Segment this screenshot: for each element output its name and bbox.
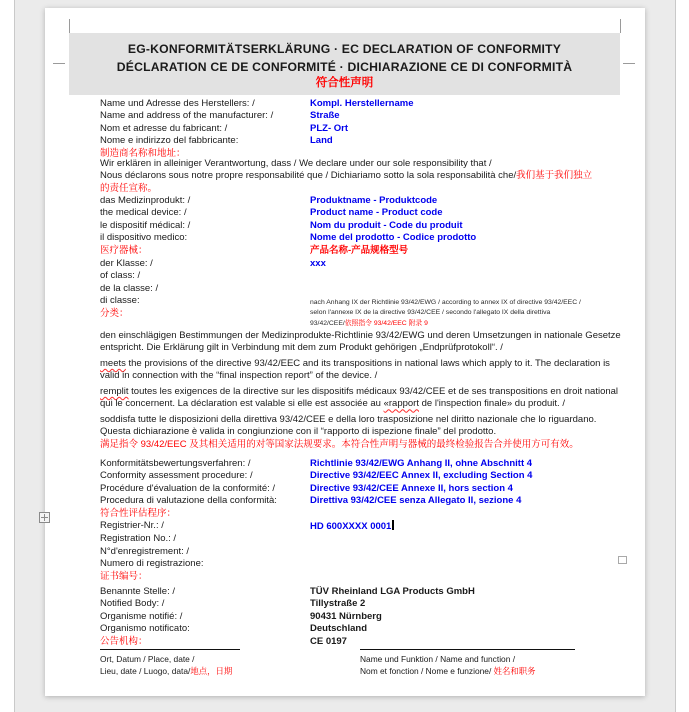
paragraph-fr-text: toutes les exigences de la directive sur les dispositifs médicaux 93/42/CEE et de ses transpositions en droit national qui le concernent. La déclaration est valable si elle est associée au xyxy=(100,386,619,410)
declaration-line-fr-it-text: Nous déclarons sous notre propre responsabilité que / Dichiariamo sotto la sola responsabilità che/ xyxy=(100,170,517,182)
product-label-fr: le dispositif médical: / xyxy=(100,219,191,231)
notified-body-label-it: Organismo notificato: xyxy=(100,623,190,635)
notified-body-label-fr: Organisme notifié: / xyxy=(100,610,183,622)
conformity-label-de: Konformitätsbewertungsverfahren: / xyxy=(100,458,251,469)
margin-crop-mark-left xyxy=(69,19,70,33)
class-label-en: of class: / xyxy=(100,270,141,282)
product-value-it: Nome del prodotto - Codice prodotto xyxy=(310,232,477,244)
signature-place-date-label-1: Ort, Datum / Place, date / xyxy=(100,654,195,664)
annex-line-de-en: nach Anhang IX der Richtlinie 93/42/EWG / according to annex IX of directive 93/42/EEC / xyxy=(310,299,581,306)
manufacturer-label-cn: 制造商名称和地址： xyxy=(100,147,186,159)
product-value-en: Product name - Product code xyxy=(310,207,443,219)
product-value-cn: 产品名称-产品规格型号 xyxy=(310,244,409,256)
notified-body-label-cn: 公告机构： xyxy=(100,635,148,647)
product-row xyxy=(100,195,620,207)
spellcheck-word: remplit xyxy=(100,386,129,397)
manufacturer-row xyxy=(100,135,620,147)
registration-label-en: Registration No.: / xyxy=(100,533,177,545)
notified-body-row xyxy=(100,598,620,610)
conformity-label-it: Procedura di valutazione della conformità: xyxy=(100,495,277,507)
conformity-block xyxy=(100,458,620,520)
annex-line3-cn: 依照指令 93/42/EEC 附录 9 xyxy=(344,319,428,327)
class-label-it: di classe: xyxy=(100,295,140,307)
product-row xyxy=(100,207,620,219)
signature-place-date-label-2-text: Lieu, date / Luogo, data/ xyxy=(100,665,191,676)
content-control-checkbox[interactable] xyxy=(618,556,627,564)
registration-label-de: Registrier-Nr.: / xyxy=(100,520,164,531)
notified-body-row xyxy=(100,586,620,598)
signature-place-date-label-cn: 地点，日期 xyxy=(190,665,233,676)
signature-name-function xyxy=(360,649,622,677)
notified-body-label-de: Benannte Stelle: / xyxy=(100,586,175,597)
paragraph-en-text: the provisions of the directive 93/42/EEC and its transpositions in national laws which apply to it. The declaration is valid in connection with the “final inspection report” of the device. / xyxy=(100,358,610,382)
notified-body-name: TÜV Rheinland LGA Products GmbH xyxy=(310,586,475,597)
class-label-de: der Klasse: / xyxy=(100,258,153,269)
registration-block xyxy=(100,520,620,583)
notified-body-row xyxy=(100,611,620,623)
declaration-line-fr-it xyxy=(100,170,622,182)
spellcheck-word: «rapport xyxy=(383,398,419,410)
product-label-it: il dispositivo medico: xyxy=(100,232,188,244)
registration-label-it: Numero di registrazione: xyxy=(100,558,204,570)
annex-line-cn xyxy=(310,319,625,329)
product-row xyxy=(100,220,620,232)
manufacturer-row xyxy=(100,98,620,110)
registration-row xyxy=(100,520,620,533)
manufacturer-label-de: Name und Adresse des Herstellers: / xyxy=(100,98,255,109)
manufacturer-row xyxy=(100,110,620,122)
conformity-row xyxy=(100,458,620,470)
text-cursor xyxy=(392,520,394,530)
paragraph-en xyxy=(100,358,622,383)
declaration-paragraph xyxy=(100,158,622,195)
signature-place-date-label-2 xyxy=(100,666,340,678)
notified-body-country: Deutschland xyxy=(310,623,368,635)
manufacturer-value-country: Land xyxy=(310,135,333,147)
conformity-value-de: Richtlinie 93/42/EWG Anhang II, ohne Abschnitt 4 xyxy=(310,458,533,469)
title-line-de-en: EG-KONFORMITÄTSERKLÄRUNG · EC DECLARATION OF CONFORMITY xyxy=(127,42,562,56)
signature-name-function-label-cn: 姓名和职务 xyxy=(493,665,536,676)
paragraph-de: den einschlägigen Bestimmungen der Medizinprodukte-Richtlinie 93/42/EWG und deren Umsetzungen in nationale Gesetze entspricht. Die Erklärung gilt in Verbindung mit dem zum Produkt gehörigen „Endprüfprotokoll“. / xyxy=(100,330,621,354)
paragraph-it-text: soddisfa tutte le disposizioni della direttiva 93/42/CEE e della loro trasposizione nel diritto nazionale che lo riguardano. Questa dichiarazione è valida in congiunzione con il “rapporto di ispezione finale” del prodotto. xyxy=(100,414,597,438)
product-label-de: das Medizinprodukt: / xyxy=(100,195,191,206)
signature-name-function-label-1: Name und Funktion / Name and function / xyxy=(360,654,516,664)
registration-value xyxy=(310,520,394,533)
manufacturer-row xyxy=(100,123,620,135)
notified-body-label-en: Notified Body: / xyxy=(100,598,165,610)
conformity-row xyxy=(100,483,620,495)
manufacturer-label-it: Nome e indirizzo del fabbricante: xyxy=(100,135,239,147)
notified-body-row xyxy=(100,623,620,635)
manufacturer-value-city: PLZ- Ort xyxy=(310,122,348,134)
title-line-cn: 符合性声明 xyxy=(315,77,374,89)
notified-body-block xyxy=(100,586,620,648)
class-label-cn: 分类： xyxy=(100,307,129,319)
paragraph-cn: 满足指令 93/42/EEC 及其相关适用的对等国家法规要求。本符合性声明与器械的最终检验报告合并使用方可有效。 xyxy=(100,438,579,450)
paragraph-fr-text-end: de l'inspection finale» du produit. / xyxy=(418,398,565,410)
title-banner xyxy=(69,33,620,95)
title-line-fr-it: DÉCLARATION CE DE CONFORMITÉ · DICHIARAZIONE CE DI CONFORMITÀ xyxy=(116,60,573,74)
paragraph-fr xyxy=(100,386,622,411)
declaration-cn-part1: 我们基于我们独立 xyxy=(516,170,593,182)
table-move-handle-icon[interactable] xyxy=(39,512,50,523)
registration-label-cn: 证书编号： xyxy=(100,570,148,582)
annex-reference xyxy=(310,298,625,329)
product-label-en: the medical device: / xyxy=(100,207,187,219)
margin-crop-mark-right xyxy=(620,19,621,33)
signature-place-date xyxy=(100,649,340,677)
conformity-label-cn: 符合性评估程序： xyxy=(100,507,177,519)
declaration-line-de-en: Wir erklären in alleiniger Verantwortung, dass / We declare under our sole responsibility that / xyxy=(100,158,492,169)
manufacturer-block xyxy=(100,98,620,160)
product-row xyxy=(100,232,620,244)
class-label-fr: de la classe: / xyxy=(100,282,159,294)
signature-name-function-label-2-text: Nom et fonction / Nome e funzione/ xyxy=(360,665,494,676)
product-value-fr: Nom du produit - Code du produit xyxy=(310,219,463,231)
product-value-de: Produktname - Produktcode xyxy=(310,195,438,206)
annex-line3-black: 93/42/CEE/ xyxy=(310,319,345,327)
conformity-value-en: Directive 93/42/EEC Annex II, excluding Section 4 xyxy=(310,470,533,482)
spellcheck-word: meets xyxy=(100,358,126,369)
paragraph-it xyxy=(100,414,622,451)
conformity-label-en: Conformity assessment procedure: / xyxy=(100,470,253,482)
conformity-label-fr: Procédure d'évaluation de la conformité: / xyxy=(100,482,276,494)
product-block xyxy=(100,195,620,257)
signature-name-function-label-2 xyxy=(360,666,622,678)
annex-line-fr-it: selon l'annexe IX de la directive 93/42/CEE / secondo l'allegato IX della direttiva xyxy=(310,309,551,317)
manufacturer-label-en: Name and address of the manufacturer: / xyxy=(100,110,274,122)
declaration-cn-part2: 的责任宣称。 xyxy=(100,182,158,194)
registration-number: HD 600XXXX 0001 xyxy=(310,521,392,532)
notified-body-ce-number: CE 0197 xyxy=(310,635,347,647)
conformity-value-fr: Directive 93/42/CEE Annexe II, hors section 4 xyxy=(310,482,513,494)
manufacturer-label-fr: Nom et adresse du fabricant: / xyxy=(100,122,228,134)
table-boundary-mark-right xyxy=(623,63,635,64)
product-row-cn xyxy=(100,245,620,257)
signature-line-place-date xyxy=(100,649,240,650)
signature-line-name-function xyxy=(360,649,575,650)
product-label-cn: 医疗器械： xyxy=(100,244,148,256)
manufacturer-value-street: Straße xyxy=(310,110,340,122)
notified-body-row-cn xyxy=(100,636,620,648)
conformity-value-it: Direttiva 93/42/CEE senza Allegato II, sezione 4 xyxy=(310,495,522,507)
manufacturer-value-name: Kompl. Herstellername xyxy=(310,98,414,109)
notified-body-street: Tillystraße 2 xyxy=(310,598,366,610)
notified-body-city: 90431 Nürnberg xyxy=(310,610,382,622)
conformity-row xyxy=(100,495,620,507)
document-page xyxy=(45,8,645,696)
class-row xyxy=(100,258,620,270)
class-value: xxx xyxy=(310,258,326,269)
conformity-row xyxy=(100,470,620,482)
table-boundary-mark-left xyxy=(53,63,65,64)
registration-label-fr: N°d'enregistrement: / xyxy=(100,545,190,557)
